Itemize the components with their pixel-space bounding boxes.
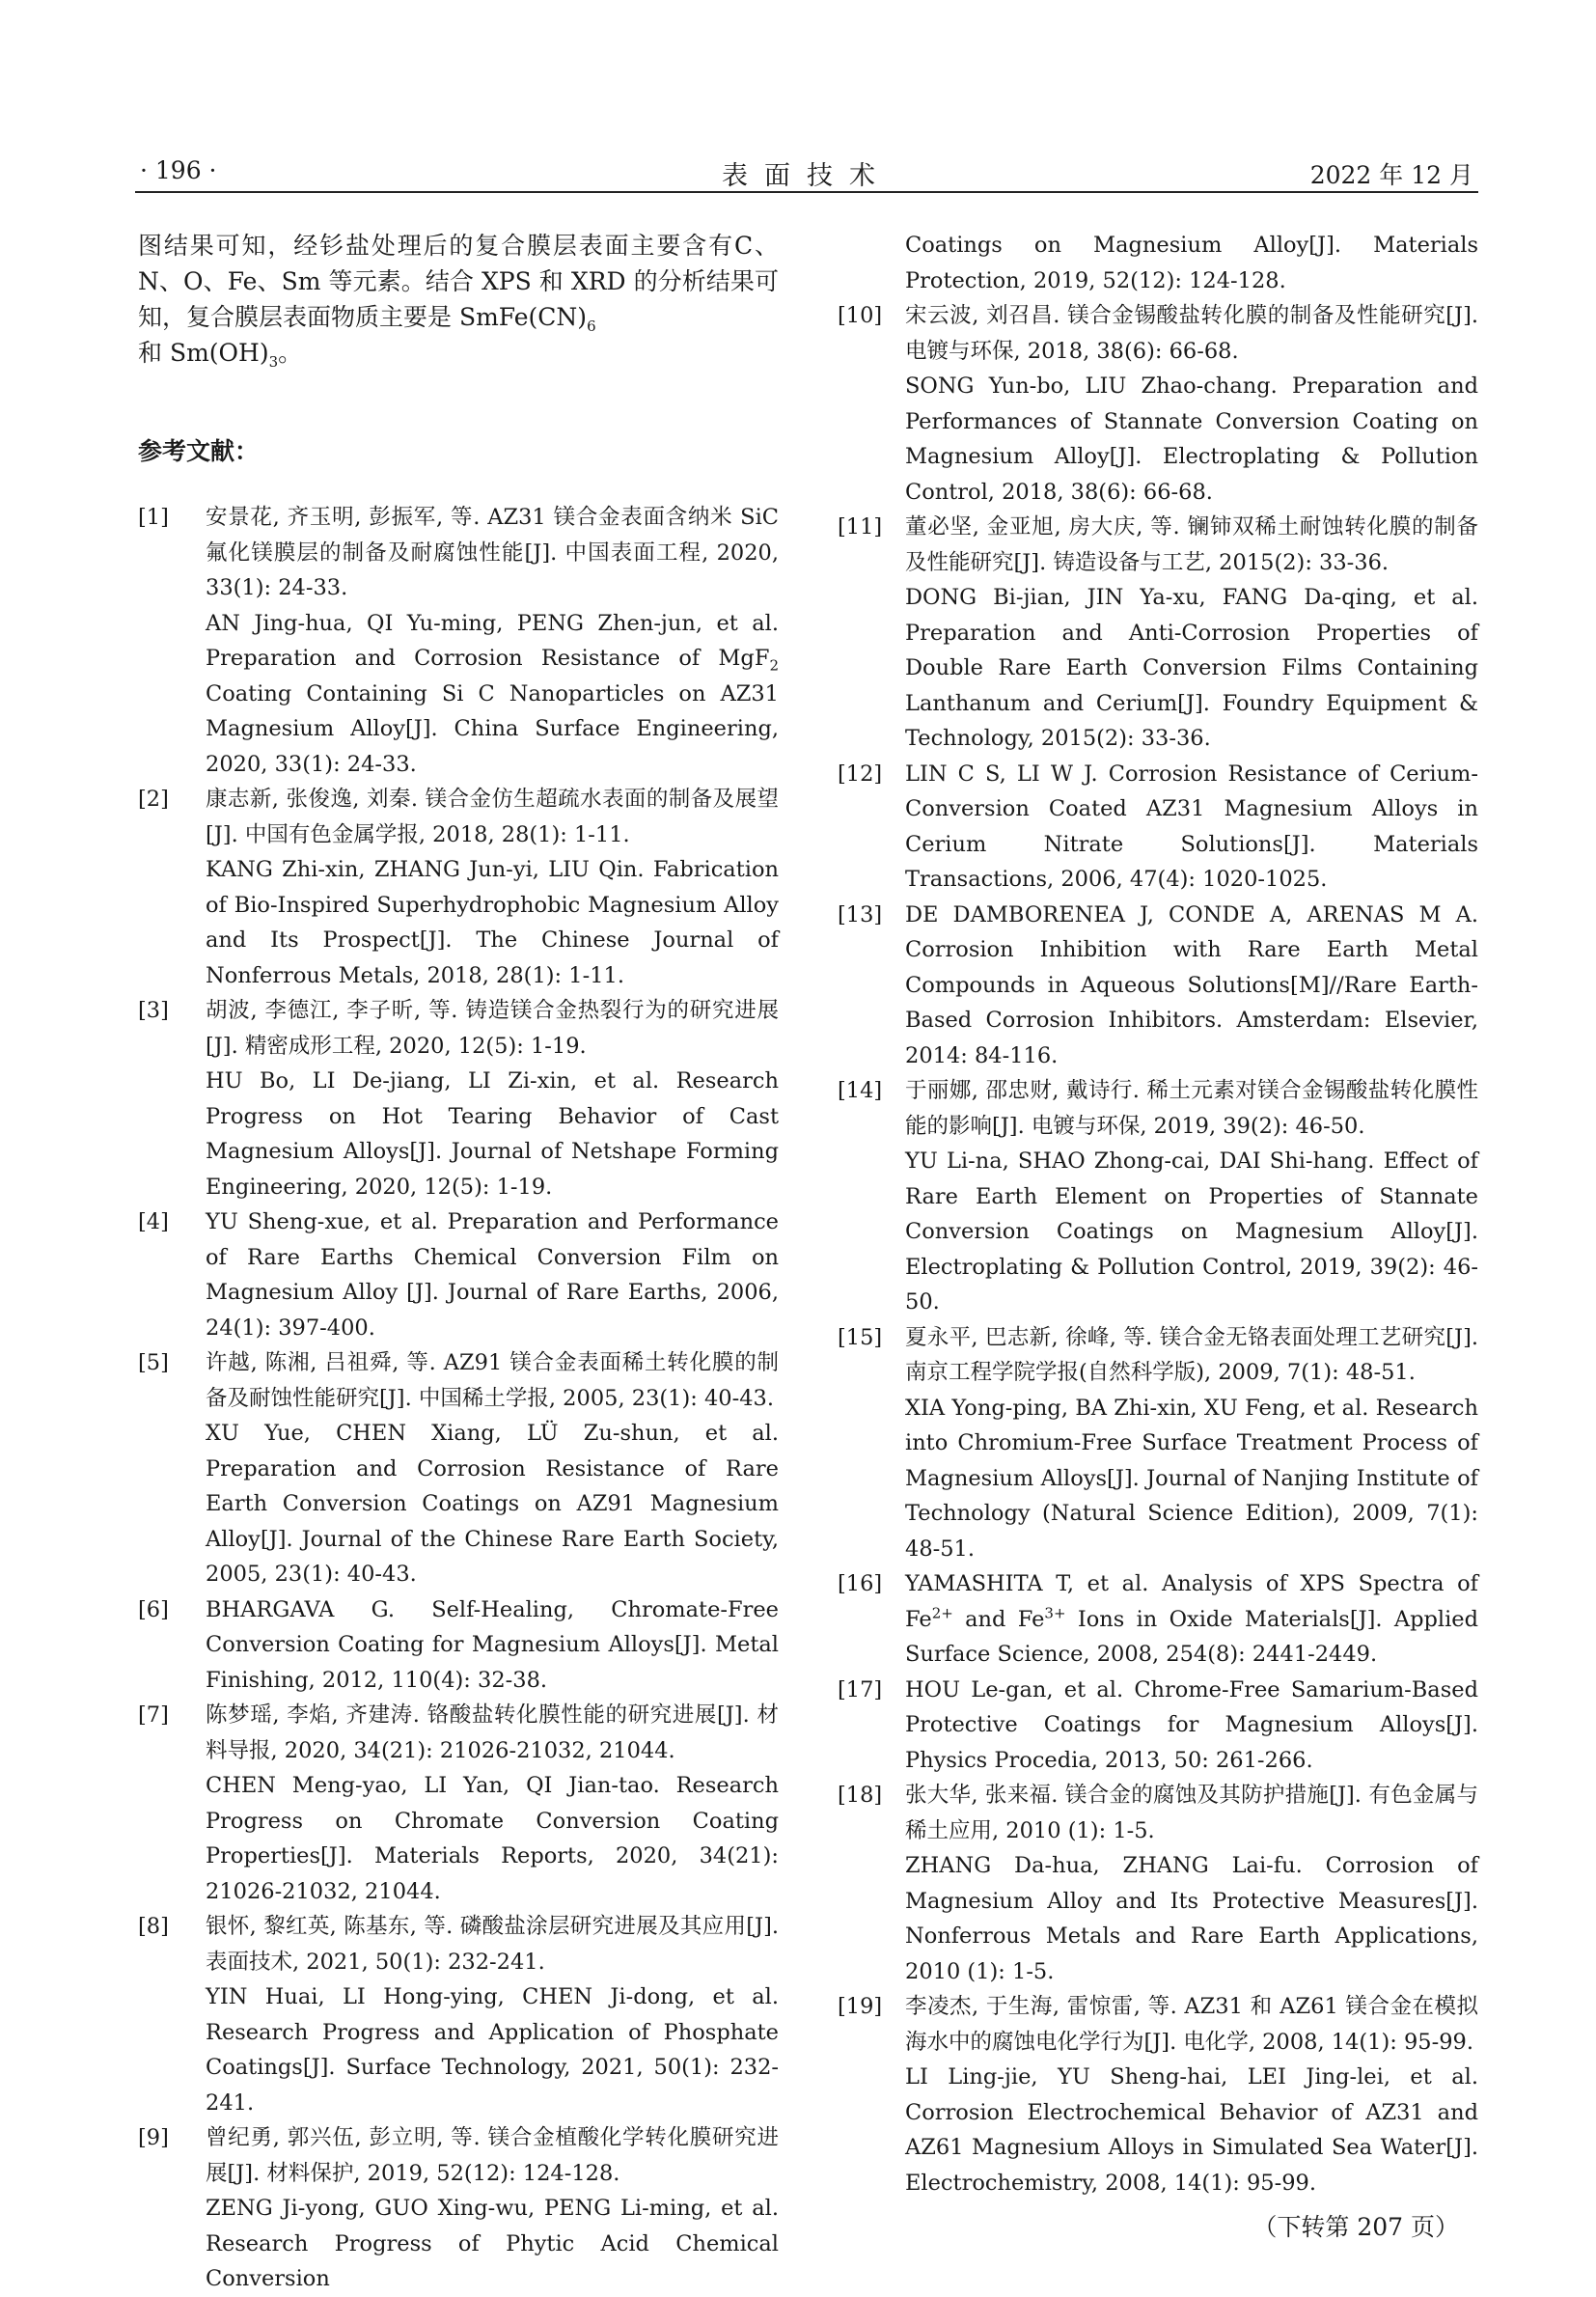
references-heading: 参考文献： <box>138 437 260 465</box>
right-column <box>838 228 1478 2243</box>
reference-6: [6] BHARGAVA G. Self-Healing, Chromate-Free Conversion Coating for Magnesium Alloys[J]. Metal Finishing, 2012, 110(4): 32-38. <box>138 1596 779 1693</box>
reference-9: [9] 曾纪勇, 郭兴伍, 彭立明, 等. 镁合金植酸化学转化膜研究进展[J]. 材料保护, 2019, 52(12): 124-128. ZENG Ji-yong, GUO Xing-wu, PENG Li-ming, et al. Research Progress of Phytic Acid Chemical Conversion <box>138 2125 779 2291</box>
reference-15: [15] 夏永平, 巴志新, 徐峰, 等. 镁合金无铬表面处理工艺研究[J]. 南京工程学院学报(自然科学版), 2009, 7(1): 48-51. XIA Yong-ping, BA Zhi-xin, XU Feng, et al. Research into Chromium-Free Surface Treatment Process of Magnesium Alloys[J]. Journal of Nanjing Institute of Technology (Natural Science Edition), 2009, 7(1): 48-51. <box>838 1324 1478 1562</box>
journal-title: 表面技术 <box>722 161 892 191</box>
reference-5: [5] 许越, 陈湘, 吕祖舜, 等. AZ91 镁合金表面稀土转化膜的制备及耐蚀性能研究[J]. 中国稀土学报, 2005, 23(1): 40-43. XU Yue, CHEN Xiang, LÜ Zu-shun, et al. Preparation and Corrosion Resistance of Rare Earth Conversion Coatings on AZ91 Magnesium Alloy[J]. Journal of the Chinese Rare Earth Society, 2005, 23(1): 40-43. <box>138 1350 779 1587</box>
reference-11: [11] 董必坚, 金亚旭, 房大庆, 等. 镧铈双稀土耐蚀转化膜的制备及性能研究[J]. 铸造设备与工艺, 2015(2): 33-36. DONG Bi-jian, JIN Ya-xu, FANG Da-qing, et al. Preparation and Anti-Corrosion Properties of Double Rare Earth Conversion Films Containing Lanthanum and Cerium[J]. Foundry Equipment & Technology, 2015(2): 33-36. <box>838 514 1478 751</box>
reference-17: [17] HOU Le-gan, et al. Chrome-Free Samarium-Based Protective Coatings for Magnesium Alloys[J]. Physics Procedia, 2013, 50: 261-266. <box>838 1676 1478 1773</box>
running-header <box>135 152 1478 193</box>
reference-19: [19] 李凌杰, 于生海, 雷惊雷, 等. AZ31 和 AZ61 镁合金在模拟海水中的腐蚀电化学行为[J]. 电化学, 2008, 14(1): 95-99. LI Ling-jie, YU Sheng-hai, LEI Jing-lei, et al. Corrosion Electrochemical Behavior of AZ31 and AZ61 Magnesium Alloys in Simulated Sea Water[J]. Electrochemistry, 2008, 14(1): 95-99. <box>838 1994 1478 2196</box>
reference-9-continued: Coatings on Magnesium Alloy[J]. Materials Protection, 2019, 52(12): 124-128. <box>905 233 1478 293</box>
reference-16: [16] YAMASHITA T, et al. Analysis of XPS Spectra of $Fe^{2+}$ and $Fe^{3+}$ Ions in Oxide Materials[J]. Applied Surface Science, 2008, 254(8): 2441-2449. <box>838 1571 1479 1667</box>
reference-10: [10] 宋云波, 刘召昌. 镁合金锡酸盐转化膜的制备及性能研究[J]. 电镀与环保, 2018, 38(6): 66-68. SONG Yun-bo, LIU Zhao-chang. Preparation and Performances of Stannate Conversion Coating on Magnesium Alloy[J]. Electroplating & Pollution Control, 2018, 38(6): 66-68. <box>838 303 1478 505</box>
reference-7: [7] 陈梦瑶, 李焰, 齐建涛. 铬酸盐转化膜性能的研究进展[J]. 材料导报, 2020, 34(21): 21026-21032, 21044. CHEN Meng-yao, LI Yan, QI Jian-tao. Research Progress on Chromate Conversion Coating Properties[J]. Materials Reports, 2020, 34(21): 21026-21032, 21044. <box>138 1702 779 1904</box>
reference-8: [8] 银怀, 黎红英, 陈基东, 等. 磷酸盐涂层研究进展及其应用[J]. 表面技术, 2021, 50(1): 232-241. YIN Huai, LI Hong-ying, CHEN Ji-dong, et al. Research Progress and Application of Phosphate Coatings[J]. Surface Technology, 2021, 50(1): 232-241. <box>138 1914 779 2116</box>
left-column <box>138 228 779 2297</box>
continued-note: （下转第 207 页） <box>1252 2213 1459 2241</box>
reference-2: [2] 康志新, 张俊逸, 刘秦. 镁合金仿生超疏水表面的制备及展望[J]. 中国有色金属学报, 2018, 28(1): 1-11. KANG Zhi-xin, ZHANG Jun-yi, LIU Qin. Fabrication of Bio-Inspired Superhydrophobic Magnesium Alloy and Its Prospect[J]. The Chinese Journal of Nonferrous Metals, 2018, 28(1): 1-11. <box>138 787 779 988</box>
page-number: · 196 · <box>140 156 217 184</box>
reference-18: [18] 张大华, 张来福. 镁合金的腐蚀及其防护措施[J]. 有色金属与稀土应用, 2010 (1): 1-5. ZHANG Da-hua, ZHANG Lai-fu. Corrosion of Magnesium Alloy and Its Protective Measures[J]. Nonferrous Metals and Rare Earth Applications, 2010 (1): 1-5. <box>838 1783 1478 1984</box>
reference-12: [12] LIN C S, LI W J. Corrosion Resistance of Cerium-Conversion Coated AZ31 Magnesium Alloys in Cerium Nitrate Solutions[J]. Materials Transactions, 2006, 47(4): 1020-1025. <box>838 761 1478 892</box>
reference-4: [4] YU Sheng-xue, et al. Preparation and Performance of Rare Earths Chemical Conversion Film on Magnesium Alloy [J]. Journal of Rare Earths, 2006, 24(1): 397-400. <box>138 1209 779 1341</box>
intro-paragraph: 图结果可知，经钐盐处理后的复合膜层表面主要含有C、N、O、Fe、Sm 等元素。结合 XPS 和 XRD 的分析结果可知，复合膜层表面物质主要是 $SmFe(CN)_6$ 和 $Sm(OH)_3$。 <box>138 232 779 371</box>
reference-14: [14] 于丽娜, 邵忠财, 戴诗行. 稀土元素对镁合金锡酸盐转化膜性能的影响[J]. 电镀与环保, 2019, 39(2): 46-50. YU Li-na, SHAO Zhong-cai, DAI Shi-hang. Effect of Rare Earth Element on Properties of Stannate Conversion Coatings on Magnesium Alloy[J]. Electroplating & Pollution Control, 2019, 39(2): 46-50. <box>838 1078 1478 1315</box>
reference-13: [13] DE DAMBORENEA J, CONDE A, ARENAS M A. Corrosion Inhibition with Rare Earth Metal Compounds in Aqueous Solutions[M]//Rare Earth-Based Corrosion Inhibitors. Amsterdam: Elsevier, 2014: 84-116. <box>838 901 1478 1068</box>
reference-1: [1] 安景花, 齐玉明, 彭振军, 等. AZ31 镁合金表面含纳米 SiC 氟化镁膜层的制备及耐腐蚀性能[J]. 中国表面工程, 2020, 33(1): 24-33. AN Jing-hua, QI Yu-ming, PENG Zhen-jun, et al. Preparation and Corrosion Resistance of MgF$_2$ Coating Containing Si C Nanoparticles on AZ31 Magnesium Alloy[J]. China Surface Engineering, 2020, 33(1): 24-33. <box>138 505 779 777</box>
reference-3: [3] 胡波, 李德江, 李子昕, 等. 铸造镁合金热裂行为的研究进展[J]. 精密成形工程, 2020, 12(5): 1-19. HU Bo, LI De-jiang, LI Zi-xin, et al. Research Progress on Hot Tearing Behavior of Cast Magnesium Alloys[J]. Journal of Netshape Forming Engineering, 2020, 12(5): 1-19. <box>138 998 779 1200</box>
issue-date: 2022 年 12 月 <box>1309 161 1473 189</box>
